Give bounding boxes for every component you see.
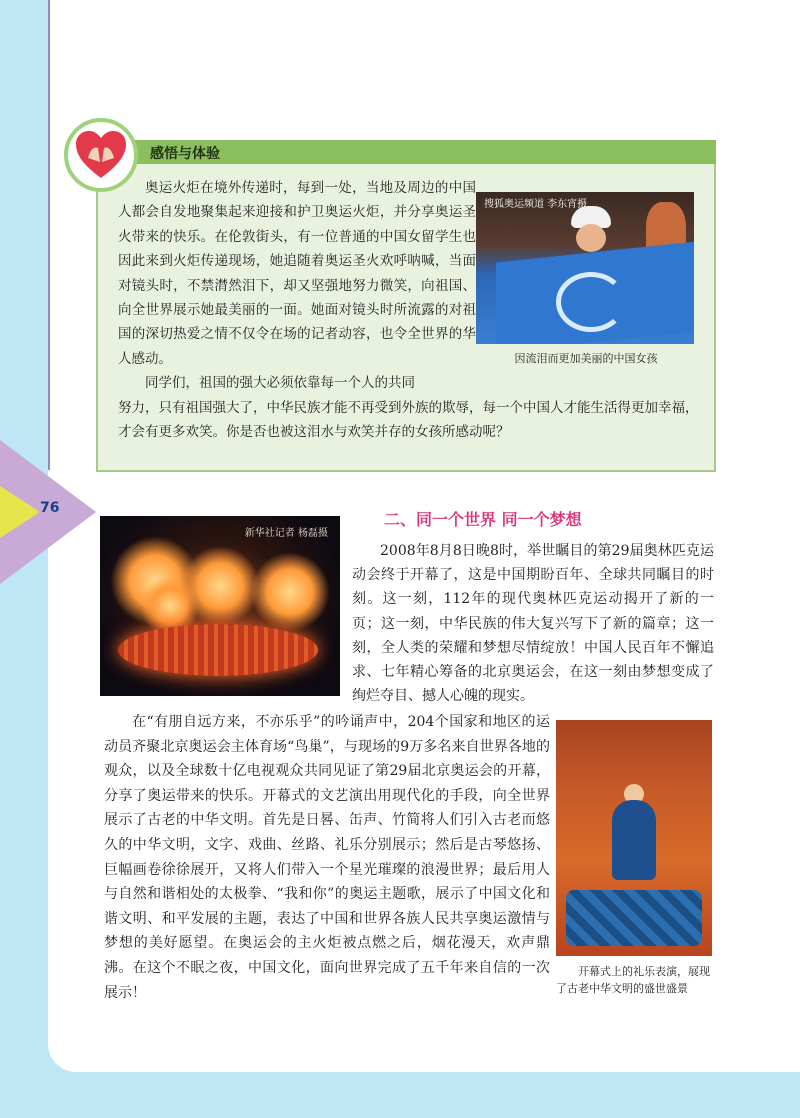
ceremony-performance-photo <box>556 720 712 956</box>
photo-flag-emblem <box>556 272 626 332</box>
experience-title: 感悟与体验 <box>150 146 220 162</box>
experience-paragraph-2-start: 同学们，祖国的强大必须依靠每一个人的共同 <box>145 375 415 392</box>
experience-paragraph-2-rest: 努力，只有祖国强大了，中华民族才能不再受到外族的欺辱，每一个中国人才能生活得更加幸福，才会有更多欢笑。你是否也被这泪水与欢笑并存的女孩所感动呢？ <box>118 400 699 441</box>
stadium-photo-credit: 新华社记者 杨磊摄 <box>244 528 328 539</box>
stage-base <box>566 890 702 946</box>
performer-figure <box>612 800 656 880</box>
photo-girl-face <box>576 224 606 252</box>
page-margin-rule <box>48 0 50 470</box>
section-body-1 <box>352 539 714 708</box>
birds-nest-fireworks-photo <box>100 516 340 696</box>
section-paragraph-1: 2008年8月8日晚8时，举世瞩目的第29届奥林匹克运动会终于开幕了，这是中国期盼百年、全球共同瞩目的时刻。这一刻，112年的现代奥林匹克运动揭开了新的一页；这一刻，中华民族的伟大复兴写下了新的篇章；这一刻，全人类的荣耀和梦想尽情绽放！中国人民百年不懈追求、七年精心筹备的北京奥运会，在这一刻由梦想变成了绚烂夺目、撼人心魄的现实。 <box>352 543 714 705</box>
stadium-bowl <box>118 624 318 676</box>
crying-girl-photo <box>476 192 694 344</box>
photo-caption: 因流泪而更加美丽的中国女孩 <box>514 352 658 365</box>
experience-text-wide <box>118 396 708 445</box>
ceremony-caption: 开幕式上的礼乐表演，展现了古老中华文明的盛世盛景 <box>556 965 710 995</box>
photo-credit: 搜狐奥运频道 李东宵摄 <box>484 199 588 210</box>
side-tab-accent <box>0 486 40 538</box>
experience-text <box>118 176 476 396</box>
section-heading: 二、同一个世界 同一个梦想 <box>384 510 582 529</box>
experience-paragraph-1: 奥运火炬在境外传递时，每到一处，当地及周边的中国人都会自发地聚集起来迎接和护卫奥运火炬，并分享奥运圣火带来的快乐。在伦敦街头，有一位普通的中国女留学生也因此来到火炬传递现场，她追随着奥运圣火欢呼呐喊，当面对镜头时，不禁潸然泪下，却又坚强地努力微笑，向祖国、向全世界展示她最美丽的一面。她面对镜头时所流露的对祖国的深切热爱之情不仅令在场的记者动容，也令全世界的华人感动。 <box>118 180 476 367</box>
section-body-2 <box>104 710 550 1005</box>
firework-burst <box>250 552 330 632</box>
page-number: 76 <box>40 500 60 516</box>
section-paragraph-2: 在“有朋自远方来，不亦乐乎”的吟诵声中，204个国家和地区的运动员齐聚北京奥运会主体育场“鸟巢”，与现场的9万多名来自世界各地的观众，以及全球数十亿电视观众共同见证了第29届北京奥运会的开幕，分享了奥运带来的快乐。开幕式的文艺演出用现代化的手段，向全世界展示了古老的中华文明。首先是日晷、缶声、竹简将人们引入古老而悠久的中华文明，文字、戏曲、丝路、礼乐分别展示；然后是古琴悠扬、巨幅画卷徐徐展开，又将人们带入一个星光璀璨的浪漫世界；最后用人与自然和谐相处的太极拳、“我和你”的奥运主题歌，展示了中国文化和谐文明、和平发展的主题，表达了中国和世界各族人民共享奥运激情与梦想的美好愿望。在奥运会的主火炬被点燃之后，烟花漫天，欢声鼎沸。在这个不眠之夜，中国文化，面向世界完成了五千年来自信的一次展示！ <box>104 714 550 1001</box>
